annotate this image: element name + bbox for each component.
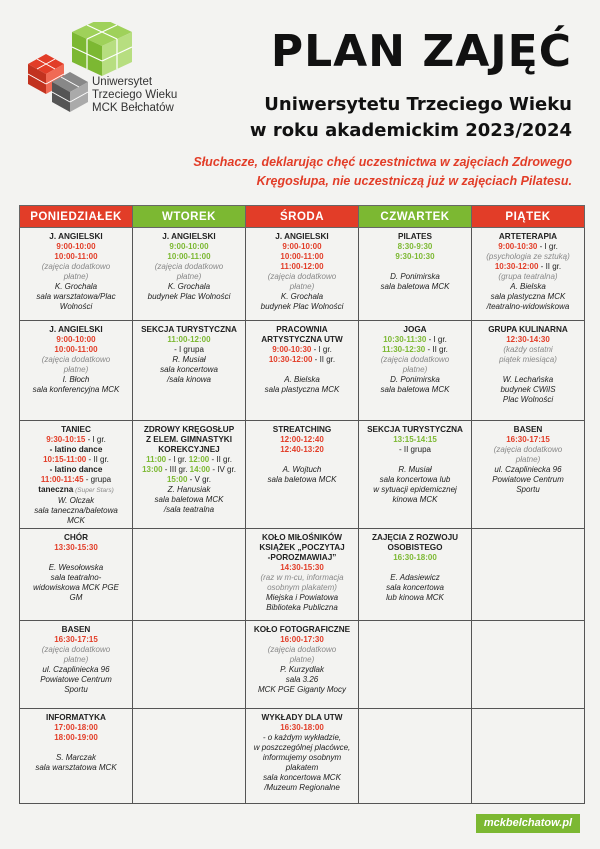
cell-line: I. Błoch [62, 375, 90, 384]
cell-line: Powiatowe Centrum [40, 675, 112, 684]
cell-line: (zajęcia dodatkowo [267, 272, 337, 281]
cell-line [361, 455, 469, 465]
cell-line: KSIĄŻEK „POCZYTAJ [259, 543, 345, 552]
cell-line: (zajęcia dodatkowo [493, 445, 563, 454]
schedule-cell [20, 709, 133, 804]
schedule-cell [20, 228, 133, 321]
schedule-cell [133, 709, 246, 804]
website-badge[interactable]: mckbelchatow.pl [476, 814, 580, 833]
cell-line: płatne) [515, 455, 541, 464]
schedule-header-row [20, 206, 585, 228]
day-header-2: ŚRODA [246, 206, 359, 228]
cell-line: plakatem [285, 763, 319, 772]
cell-line: 10:30-12:00 - II gr. [268, 355, 336, 364]
cell-line: 10:00-11:00 [54, 345, 98, 354]
cell-line: sala koncertowa MCK [263, 773, 341, 782]
cell-line: sala plastyczna MCK [264, 385, 340, 394]
cell-line: TANIEC [61, 425, 91, 434]
cell-line: sala koncertowa [386, 583, 444, 592]
schedule-cell [472, 529, 585, 621]
cell-line: 9:30-10:15 - I gr. [46, 435, 106, 444]
logo-line-1: Uniwersytet [92, 76, 153, 88]
cell-line: GRUPA KULINARNA [488, 325, 568, 334]
cell-line: ul. Czaplinieckа 96 [494, 465, 562, 474]
cell-line: BASEN [513, 425, 543, 434]
cell-line: sala baletowa MCK [380, 385, 450, 394]
cell-line: sala warsztatowa/Plac [36, 292, 116, 301]
schedule-cell [246, 529, 359, 621]
cell-line: Sportu [516, 485, 540, 494]
cell-line: 9:00-10:00 [56, 242, 96, 251]
day-header-0: PONIEDZIAŁEK [20, 206, 133, 228]
cell-line: 11:00-12:00 [167, 335, 211, 344]
cell-line: 12:30-14:30 [506, 335, 550, 344]
cell-line: w poszczególnej placówce, [253, 743, 351, 752]
schedule-cell [133, 421, 246, 529]
logo-text [92, 76, 177, 115]
logo-line-3: MCK Bełchatów [92, 102, 174, 114]
schedule-row [20, 228, 585, 321]
schedule-cell [133, 228, 246, 321]
cell-line: 10:00-11:00 [54, 252, 98, 261]
cell-line: (raz w m-cu, informacja [260, 573, 344, 582]
schedule-cell [472, 621, 585, 709]
cell-line: 16:30-17:15 [54, 635, 98, 644]
cell-line: Biblioteka Publiczna [266, 603, 338, 612]
cell-line: 12:40-13:20 [280, 445, 324, 454]
schedule-cell [359, 228, 472, 321]
cell-line: 10:30-11:30 - I gr. [383, 335, 447, 344]
schedule-cell [472, 421, 585, 529]
cell-line: Z ELEM. GIMNASTYKI [146, 435, 232, 444]
cell-line: - latino dance [49, 465, 103, 474]
schedule-row [20, 421, 585, 529]
cell-line: K. Grochala [280, 292, 324, 301]
schedule-cell [359, 621, 472, 709]
cell-line: R. Musiał [172, 355, 206, 364]
cell-line: Plac Wolności [502, 395, 554, 404]
cell-line: WYKŁADY DLA UTW [261, 713, 343, 722]
cell-line: płatne) [289, 282, 315, 291]
cell-line: 16:30-18:00 [393, 553, 437, 562]
schedule-cell [133, 529, 246, 621]
cell-line: 10:00-11:00 [280, 252, 324, 261]
cell-line: sala warsztatowa MCK [35, 763, 117, 772]
cell-line: płatne) [63, 272, 89, 281]
schedule-cell [246, 621, 359, 709]
cell-line: J. ANGIELSKI [275, 232, 329, 241]
cell-line [22, 743, 130, 753]
schedule-row [20, 321, 585, 421]
cell-line: KOŁO MIŁOŚNIKÓW [261, 533, 343, 542]
schedule-cell [246, 709, 359, 804]
cell-line [361, 262, 469, 272]
cell-line: MCK PGE Giganty Mocy [257, 685, 347, 694]
cell-line: płatne) [289, 655, 315, 664]
schedule-cell [246, 321, 359, 421]
cell-line: OSOBISTEGO [387, 543, 443, 552]
cell-line: 11:00-11:45 - grupa [40, 475, 112, 484]
cell-line: płatne) [402, 365, 428, 374]
cell-line: ARTETERAPIA [498, 232, 558, 241]
cell-line: 8:30-9:30 [397, 242, 433, 251]
cell-line: 16:00-17:30 [280, 635, 324, 644]
cell-line: sala baletowa MCK [380, 282, 450, 291]
cell-line: W. Olczak [57, 496, 95, 505]
schedule-table [19, 205, 585, 804]
cell-line: P. Kurzydlak [280, 665, 324, 674]
cell-line: KOŁO FOTOGRAFICZNE [253, 625, 351, 634]
cell-line: - I grupa [174, 345, 204, 354]
cell-line: ul. Czaplinieckа 96 [42, 665, 110, 674]
cell-line: (zajęcia dodatkowo [380, 355, 450, 364]
cell-line: ZDROWY KRĘGOSŁUP [143, 425, 235, 434]
cell-line [248, 365, 356, 375]
cell-line: budynek Plac Wolności [147, 292, 231, 301]
schedule-cell [359, 709, 472, 804]
cell-line: 9:00-10:00 [169, 242, 209, 251]
schedule-cell [472, 709, 585, 804]
cell-line: A. Bielska [510, 282, 546, 291]
cell-line: /sala kinowa [166, 375, 212, 384]
page-subtitle-2: w roku akademickim 2023/2024 [249, 120, 572, 141]
cell-line: (każdy ostatni [503, 345, 553, 354]
cell-line: kinowa MCK [392, 495, 438, 504]
cell-line: 9:00-10:00 [282, 242, 322, 251]
cell-line: S. Marczak [55, 753, 96, 762]
day-header-3: CZWARTEK [359, 206, 472, 228]
cell-line: PILATES [398, 232, 432, 241]
cell-line: sala koncertowa lub [379, 475, 451, 484]
cell-line: Powiatowe Centrum [492, 475, 564, 484]
schedule-cell [359, 421, 472, 529]
cell-line: 11:00-12:00 [280, 262, 324, 271]
schedule-cell [359, 529, 472, 621]
cell-line: /sala teatralna [163, 505, 215, 514]
schedule-body [20, 228, 585, 804]
schedule-cell [359, 321, 472, 421]
schedule-cell [20, 321, 133, 421]
cell-line: GM [69, 593, 83, 602]
cell-line: 13:00 - III gr. 14:00 - IV gr. [142, 465, 236, 474]
cell-line: BASEN [61, 625, 91, 634]
cell-line [474, 365, 582, 375]
cell-line: A. Bielska [284, 375, 320, 384]
cell-line: SEKCJA TURYSTYCZNA [141, 325, 237, 334]
schedule-cell [20, 421, 133, 529]
schedule-row [20, 709, 585, 804]
cell-line: osobnym plakatem) [267, 583, 337, 592]
cell-line: 10:30-12:00 - II gr. [494, 262, 562, 271]
cell-line: (zajęcia dodatkowo [154, 262, 224, 271]
logo-green-cube [72, 22, 132, 76]
cell-line: D. Ponimirska [390, 272, 440, 281]
cell-line: sala teatralno- [50, 573, 102, 582]
cell-line: 11:00 - I gr. 12:00 - II gr. [146, 455, 232, 464]
cell-line: budynek CWiIS [500, 385, 556, 394]
cell-line: 13:30-15:30 [54, 543, 98, 552]
schedule-cell [246, 228, 359, 321]
cell-line: JOGA [403, 325, 427, 334]
schedule-row [20, 529, 585, 621]
cell-line: K. Grochala [167, 282, 211, 291]
cell-line: -POROZMAWIAJ” [267, 553, 337, 562]
cell-line: /teatralno-widowiskowa [486, 302, 570, 311]
cell-line: 15:00 - V gr. [166, 475, 212, 484]
cell-line: /Muzeum Regionalne [264, 783, 340, 792]
cell-line: lub kinowa MCK [386, 593, 444, 602]
schedule-row [20, 621, 585, 709]
cell-line: 9:00-10:30 - I gr. [498, 242, 558, 251]
cell-line: sala baletowa MCK [267, 475, 337, 484]
cell-line [22, 553, 130, 563]
cell-line: sala 3.26 [285, 675, 319, 684]
cell-line: Miejska i Powiatowa [265, 593, 339, 602]
cell-line: STREATCHING [272, 425, 332, 434]
cell-line: (zajęcia dodatkowo [267, 645, 337, 654]
cell-line: sala plastyczna MCK [490, 292, 566, 301]
cell-line: 9:30-10:30 [395, 252, 435, 261]
cell-line: J. ANGIELSKI [162, 232, 216, 241]
page-title: PLAN ZAJĘĆ [270, 26, 572, 77]
cell-line: 10:00-11:00 [167, 252, 211, 261]
cell-line: SEKCJA TURYSTYCZNA [367, 425, 463, 434]
cell-line: 12:00-12:40 [280, 435, 324, 444]
cell-line: 17:00-18:00 [54, 723, 98, 732]
cell-line: (zajęcia dodatkowo [41, 645, 111, 654]
cell-line: ZAJĘCIA Z ROZWOJU [371, 533, 459, 542]
cell-line: sala taneczna/baletowa [34, 506, 118, 515]
schedule-cell [133, 621, 246, 709]
cell-line: - o każdym wykładzie, [262, 733, 342, 742]
cell-line: - II grupa [398, 445, 431, 454]
cell-line: sala koncertowa [160, 365, 218, 374]
cell-line: Sportu [64, 685, 88, 694]
cell-line: 18:00-19:00 [54, 733, 98, 742]
cell-line: K. Grochala [54, 282, 98, 291]
cell-line: płatne) [176, 272, 202, 281]
cell-line: 9:00-10:00 [56, 335, 96, 344]
cell-line: informujemy osobnym [262, 753, 342, 762]
cell-line: - latino dance [49, 445, 103, 454]
cell-line: widowiskowa MCK PGE [33, 583, 119, 592]
cell-line: (psychologia ze sztuką) [486, 252, 570, 261]
cell-line: sala konferencyjna MCK [32, 385, 120, 394]
schedule-cell [246, 421, 359, 529]
schedule-cell [472, 321, 585, 421]
cell-line: KOREKCYJNEJ [158, 445, 220, 454]
cell-line: 16:30-17:15 [506, 435, 550, 444]
cell-line: (zajęcia dodatkowo [41, 355, 111, 364]
cell-line: Wolności [59, 302, 93, 311]
cell-line: R. Musiał [398, 465, 432, 474]
cell-line: 16:30-18:00 [280, 723, 324, 732]
cell-line: INFORMATYKA [46, 713, 106, 722]
cell-line: sala baletowa MCK [154, 495, 224, 504]
cell-line: budynek Plac Wolności [260, 302, 344, 311]
schedule-cell [472, 228, 585, 321]
cell-line: W. Lechańska [502, 375, 554, 384]
cell-line: 11:30-12:30 - II gr. [382, 345, 448, 354]
cell-line: w sytuacji epidemicznej [373, 485, 457, 494]
cell-line: taneczna (Super Stars) [38, 485, 114, 494]
cell-line: PRACOWNIA [276, 325, 328, 334]
cell-line: E. Adasiewicz [390, 573, 440, 582]
schedule-cell [20, 529, 133, 621]
notice-text: Słuchacze, deklarując chęć uczestnictwa w zajęciach Zdrowego Kręgosłupa, nie uczestniczą już w zajęciach Pilatesu. [193, 155, 572, 188]
cell-line: Z. Hanusiak [167, 485, 211, 494]
cell-line: D. Ponimirska [390, 375, 440, 384]
cell-line: MCK [67, 516, 85, 525]
cell-line: 10:15-11:00 - II gr. [43, 455, 109, 464]
cell-line: 9:00-10:30 - I gr. [272, 345, 332, 354]
logo-line-2: Trzeciego Wieku [92, 89, 178, 101]
cell-line: (zajęcia dodatkowo [41, 262, 111, 271]
cell-line: J. ANGIELSKI [49, 232, 103, 241]
schedule-cell [20, 621, 133, 709]
cell-line: 13:15-14:15 [393, 435, 437, 444]
cell-line: płatne) [63, 655, 89, 664]
cell-line: A. Wojtuch [282, 465, 322, 474]
cell-line: ARTYSTYCZNA UTW [261, 335, 343, 344]
day-header-4: PIĄTEK [472, 206, 585, 228]
day-header-1: WTOREK [133, 206, 246, 228]
cell-line [361, 563, 469, 573]
page-subtitle-1: Uniwersytetu Trzeciego Wieku [264, 94, 572, 115]
cell-line [248, 455, 356, 465]
cell-line: płatne) [63, 365, 89, 374]
cell-line: CHÓR [63, 533, 89, 542]
schedule-cell [133, 321, 246, 421]
cell-line: piątek miesiąca) [499, 355, 557, 364]
cell-line: 14:30-15:30 [280, 563, 324, 572]
cell-line: E. Wesołowska [48, 563, 104, 572]
cell-line: (grupa teatralna) [498, 272, 558, 281]
cell-line: J. ANGIELSKI [49, 325, 103, 334]
